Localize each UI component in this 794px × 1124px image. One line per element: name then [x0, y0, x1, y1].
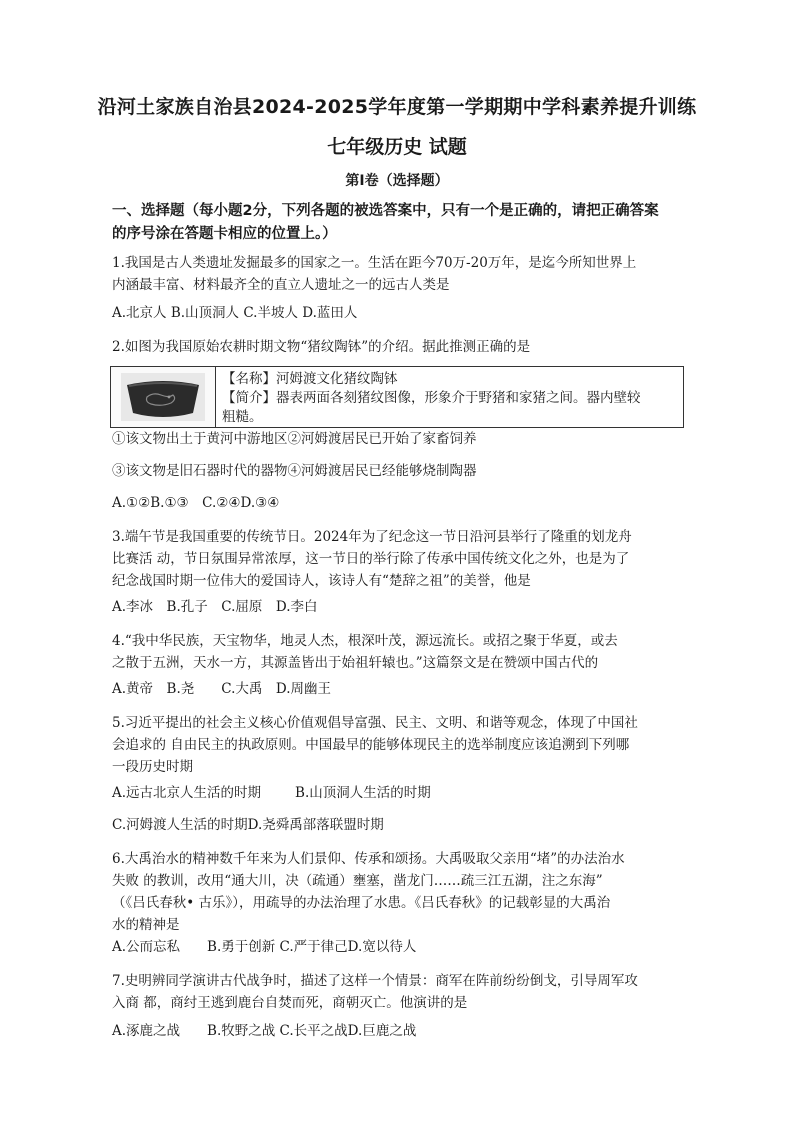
exam-title: 沿河土家族自治县2024-2025学年度第一学期期中学科素养提升训练	[97, 96, 697, 118]
question-5-line-3: 一段历史时期	[112, 759, 193, 775]
question-7-stem	[112, 970, 692, 1014]
question-2-stem: 2.如图为我国原始农耕时期文物“猪纹陶钵”的介绍。据此推测正确的是	[112, 339, 531, 355]
artifact-intro-line-2: 粗糙。	[222, 409, 263, 425]
section-line-1: 一、选择题（每小题2分，下列各题的被选答案中，只有一个是正确的，请把正确答案	[112, 203, 659, 219]
section-line-2: 的序号涂在答题卡相应的位置上。）	[112, 226, 337, 242]
question-3-options: A.李冰 B.孔子 C.屈原 D.李白	[112, 599, 318, 615]
question-4-stem	[112, 630, 692, 674]
question-3-stem	[112, 526, 692, 592]
question-5-stem	[112, 712, 692, 778]
question-6-line-1: 6.大禹治水的精神数千年来为人们景仰、传承和颂扬。大禹吸取父亲用“堵”的办法治水	[112, 851, 625, 867]
question-5-options-row-2: C.河姆渡人生活的时期D.尧舜禹部落联盟时期	[112, 817, 384, 833]
artifact-info-cell	[216, 367, 683, 427]
question-6-line-2: 失败 的教训，改用“通大川，决（疏通）壅塞，凿龙门……疏三江五湖，注之东海”	[112, 873, 603, 889]
question-2-options: A.①②B.①③ C.②④D.③④	[112, 495, 280, 511]
question-6-options: A.公而忘私 B.勇于创新 C.严于律己D.宽以待人	[112, 939, 417, 955]
question-7-line-2: 入商 都，商纣王逃到鹿台自焚而死，商朝灭亡。他演讲的是	[112, 995, 468, 1011]
question-1-line-1: 1.我国是古人类遗址发掘最多的国家之一。生活在距今70万-20万年，是迄今所知世界上	[112, 255, 637, 271]
question-5-line-2: 会追求的 自由民主的执政原则。中国最早的能够体现民主的选举制度应该追溯到下列哪	[112, 737, 630, 753]
question-5-option-b: B.山顶洞人生活的时期	[295, 785, 431, 801]
question-5-options-row-1	[112, 782, 692, 804]
question-1-line-2: 内涵最丰富、材料最齐全的直立人遗址之一的远古人类是	[112, 277, 450, 293]
exam-subtitle: 七年级历史 试题	[327, 136, 467, 158]
question-1-stem	[112, 252, 692, 296]
question-3-line-3: 纪念战国时期一位伟大的爱国诗人，该诗人有“楚辞之祖”的美誉，他是	[112, 573, 531, 589]
question-6-line-3: （《吕氏春秋• 古乐》），用疏导的办法治理了水患。《吕氏春秋》的记载彰显的大禹治	[112, 895, 611, 911]
question-4-line-2: 之散于五洲，天水一方，其源盖皆出于始祖轩辕也。”这篇祭文是在赞颂中国古代的	[112, 655, 599, 671]
question-4-line-1: 4.“我中华民族，天宝物华，地灵人杰，根深叶茂，源远流长。或招之聚于华夏，或去	[112, 633, 618, 649]
question-5-line-1: 5.习近平提出的社会主义核心价值观倡导富强、民主、文明、和谐等观念，体现了中国社	[112, 715, 638, 731]
question-3-line-1: 3.端午节是我国重要的传统节日。2024年为了纪念这一节日沿河县举行了隆重的划龙舟	[112, 529, 632, 545]
artifact-info-table	[110, 366, 684, 428]
question-4-options: A.黄帝 B.尧 C.大禹 D.周幽王	[112, 681, 332, 697]
question-7-options: A.涿鹿之战 B.牧野之战 C.长平之战D.巨鹿之战	[112, 1023, 417, 1039]
artifact-name: 【名称】河姆渡文化猪纹陶钵	[222, 371, 398, 387]
artifact-image-cell	[111, 367, 216, 427]
question-5-option-a: A.远古北京人生活的时期	[112, 785, 262, 801]
section-instructions	[112, 200, 684, 246]
question-2-statements-2: ③该文物是旧石器时代的器物④河姆渡居民已经能够烧制陶器	[112, 463, 477, 479]
artifact-intro-line-1: 【简介】器表两面各刻猪纹图像，形象介于野猪和家猪之间。器内壁较	[222, 390, 641, 406]
question-3-line-2: 比赛活 动，节日氛围异常浓厚，这一节日的举行除了传承中国传统文化之外，也是为了	[112, 551, 630, 567]
question-6-stem	[112, 848, 692, 936]
pottery-bowl-icon	[121, 373, 205, 421]
part-heading: 第Ⅰ卷（选择题）	[345, 173, 449, 189]
question-6-line-4: 水的精神是	[112, 917, 180, 933]
question-1-options: A.北京人 B.山顶洞人 C.半坡人 D.蓝田人	[112, 305, 358, 321]
question-7-line-1: 7.史明辨同学演讲古代战争时，描述了这样一个情景：商军在阵前纷纷倒戈，引导周军攻	[112, 973, 638, 989]
question-2-statements-1: ①该文物出土于黄河中游地区②河姆渡居民已开始了家畜饲养	[112, 431, 477, 447]
